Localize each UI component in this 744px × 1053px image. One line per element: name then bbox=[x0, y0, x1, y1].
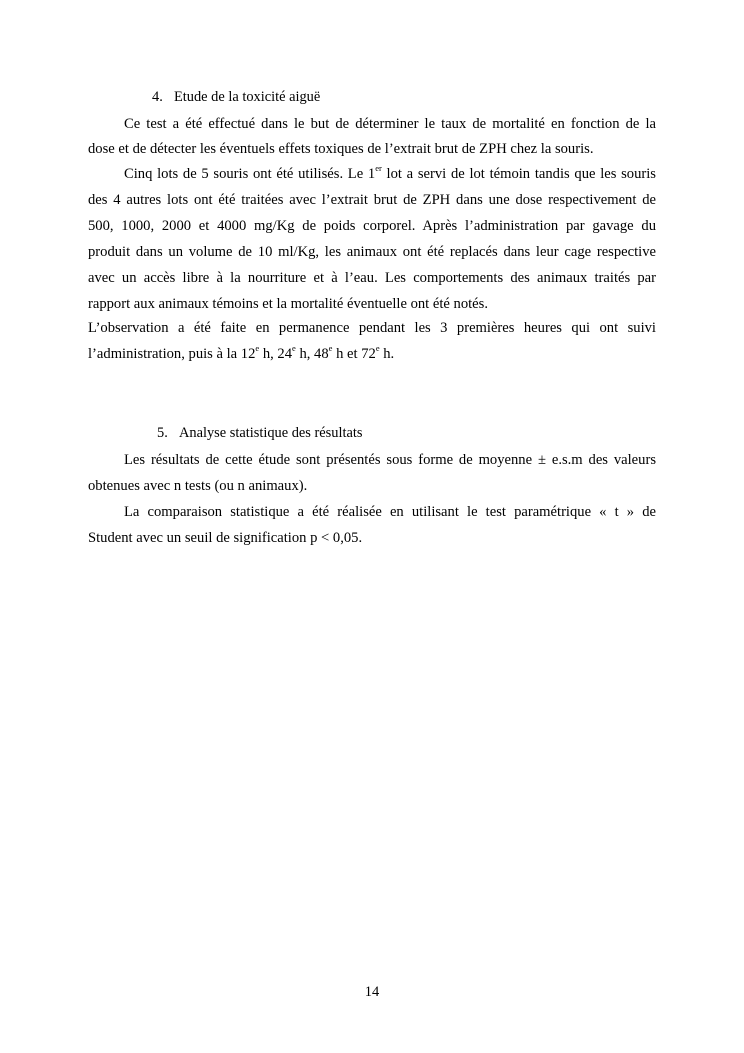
paragraph-line: La comparaison statistique a été réalisée en utilisant le test paramétrique « t » de bbox=[124, 504, 656, 520]
paragraph-line: L’observation a été faite en permanence pendant les 3 premières heures qui ont suivi bbox=[88, 320, 656, 336]
paragraph-line: rapport aux animaux témoins et la mortalité éventuelle ont été notés. bbox=[88, 296, 488, 312]
section-4-heading bbox=[152, 89, 320, 106]
paragraph-line: Les résultats de cette étude sont présentés sous forme de moyenne ± e.s.m des valeurs bbox=[124, 452, 656, 468]
page-number: 14 bbox=[364, 984, 380, 1000]
paragraph-line: avec un accès libre à la nourriture et à l’eau. Les comportements des animaux traités par bbox=[88, 270, 656, 286]
section-4-number: 4. bbox=[152, 89, 163, 105]
section-4-title: Etude de la toxicité aiguë bbox=[174, 89, 321, 105]
paragraph-line: l’administration, puis à la 12e h, 24e h, 48e h et 72e h. bbox=[88, 343, 395, 362]
section-5-title: Analyse statistique des résultats bbox=[179, 425, 363, 441]
paragraph-line: Cinq lots de 5 souris ont été utilisés. Le 1er lot a servi de lot témoin tandis que les souris bbox=[124, 163, 656, 182]
paragraph-line: des 4 autres lots ont été traitées avec l’extrait brut de ZPH dans une dose respectivement de bbox=[88, 192, 656, 208]
paragraph-line: dose et de détecter les éventuels effets toxiques de l’extrait brut de ZPH chez la souris. bbox=[88, 141, 594, 157]
section-5-number: 5. bbox=[157, 425, 168, 441]
section-5-heading bbox=[157, 425, 362, 442]
paragraph-line: obtenues avec n tests (ou n animaux). bbox=[88, 478, 308, 494]
paragraph-line: Student avec un seuil de signification p < 0,05. bbox=[88, 530, 363, 546]
paragraph-line: 500, 1000, 2000 et 4000 mg/Kg de poids corporel. Après l’administration par gavage du bbox=[88, 218, 656, 234]
paragraph-line: produit dans un volume de 10 ml/Kg, les animaux ont été replacés dans leur cage respective bbox=[88, 244, 656, 260]
paragraph-line: Ce test a été effectué dans le but de déterminer le taux de mortalité en fonction de la bbox=[124, 116, 656, 132]
